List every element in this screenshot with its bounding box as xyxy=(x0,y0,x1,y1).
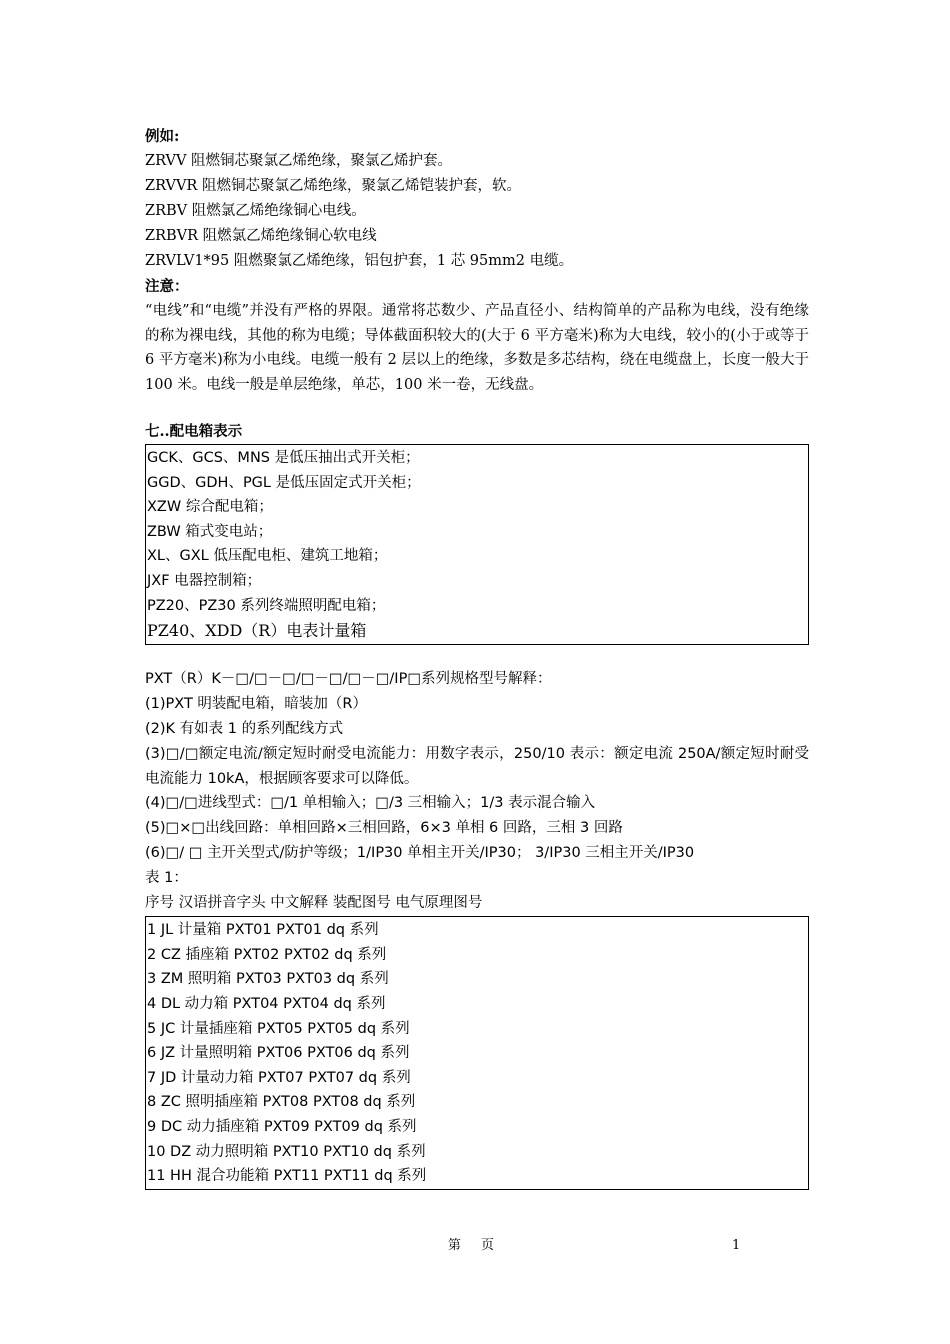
table-row: 10 DZ 动力照明箱 PXT10 PXT10 dq 系列 xyxy=(147,1143,426,1160)
box-line: PZ20、PZ30 系列终端照明配电箱； xyxy=(147,597,386,614)
table-row: 3 ZM 照明箱 PXT03 PXT03 dq 系列 xyxy=(147,971,389,988)
table-row: 9 DC 动力插座箱 PXT09 PXT09 dq 系列 xyxy=(147,1118,417,1135)
page-footer-label: 第 页 xyxy=(447,1238,503,1253)
example-line: ZRVVR 阻燃铜芯聚氯乙烯绝缘，聚氯乙烯铠装护套，软。 xyxy=(145,178,521,194)
note-heading: 注意： xyxy=(145,278,189,295)
example-line: ZRBV 阻燃氯乙烯绝缘铜心电线。 xyxy=(145,203,366,219)
pxt-title: PXT（R）K－□/□－□/□－□/□－□/IP□系列规格型号解释： xyxy=(145,671,552,688)
page-content xyxy=(145,124,809,1190)
pxt-item: (5)□×□出线回路：单相回路×三相回路，6×3 单相 6 回路，三相 3 回路 xyxy=(145,820,623,837)
example-line: ZRBVR 阻燃氯乙烯绝缘铜心软电线 xyxy=(145,228,377,244)
table-row: 7 JD 计量动力箱 PXT07 PXT07 dq 系列 xyxy=(147,1069,411,1086)
table-row: 1 JL 计量箱 PXT01 PXT01 dq 系列 xyxy=(147,922,379,939)
pxt-item: (2)K 有如表 1 的系列配线方式 xyxy=(145,721,344,738)
box-line: JXF 电器控制箱； xyxy=(147,572,262,589)
table-header: 序号 汉语拼音字头 中文解释 装配图号 电气原理图号 xyxy=(145,895,483,912)
table-row: 6 JZ 计量照明箱 PXT06 PXT06 dq 系列 xyxy=(147,1045,410,1062)
table-row: 11 HH 混合功能箱 PXT11 PXT11 dq 系列 xyxy=(147,1168,427,1185)
table-row: 4 DL 动力箱 PXT04 PXT04 dq 系列 xyxy=(147,995,386,1012)
table-row: 5 JC 计量插座箱 PXT05 PXT05 dq 系列 xyxy=(147,1020,410,1037)
distribution-box-list xyxy=(145,444,809,645)
example-line: ZRVLV1*95 阻燃聚氯乙烯绝缘，铝包护套，1 芯 95mm2 电缆。 xyxy=(145,253,574,269)
box-line: GGD、GDH、PGL 是低压固定式开关柜； xyxy=(147,474,421,491)
box-line: GCK、GCS、MNS 是低压抽出式开关柜； xyxy=(147,450,420,466)
pxt-item: (3)□/□额定电流/额定短时耐受电流能力：用数字表示，250/10 表示：额定电流 250A/额定短时耐受电流能力 10kA，根据顾客要求可以降低。 xyxy=(145,746,809,787)
pxt-item: (4)□/□进线型式：□/1 单相输入；□/3 三相输入；1/3 表示混合输入 xyxy=(145,795,596,812)
table-row: 8 ZC 照明插座箱 PXT08 PXT08 dq 系列 xyxy=(147,1094,416,1111)
table-row: 2 CZ 插座箱 PXT02 PXT02 dq 系列 xyxy=(147,946,387,963)
box-line: ZBW 箱式变电站； xyxy=(147,523,273,540)
example-line: ZRVV 阻燃铜芯聚氯乙烯绝缘，聚氯乙烯护套。 xyxy=(145,153,453,169)
box-line: XZW 综合配电箱； xyxy=(147,499,273,516)
page-number: 1 xyxy=(732,1238,741,1253)
box-line-last: PZ40、XDD（R）电表计量箱 xyxy=(147,621,367,641)
section-heading: 七..配电箱表示 xyxy=(145,423,243,440)
series-table xyxy=(145,916,809,1190)
box-line: XL、GXL 低压配电柜、建筑工地箱； xyxy=(147,548,388,565)
example-heading: 例如: xyxy=(145,128,180,145)
note-paragraph: “电线”和“电缆”并没有严格的界限。通常将芯数少、产品直径小、结构简单的产品称为电线，没有绝缘的称为裸电线，其他的称为电缆；导体截面积较大的(大于 6 平方毫米)称为大电线，较小的(小于或等于 6 平方毫米)称为小电线。电缆一般有 2 层以上的绝缘，多数是多芯结构，绕在电缆盘上，长度一般大于 100 米。电线一般是单层绝缘，单芯，100 米一卷，无线盘。 xyxy=(145,303,809,393)
table-label: 表 1： xyxy=(145,870,188,887)
example-list xyxy=(145,149,809,274)
pxt-item: (1)PXT 明装配电箱，暗装加（R） xyxy=(145,696,368,713)
pxt-item: (6)□/ □ 主开关型式/防护等级；1/IP30 单相主开关/IP30； 3/IP30 三相主开关/IP30 xyxy=(145,845,695,862)
